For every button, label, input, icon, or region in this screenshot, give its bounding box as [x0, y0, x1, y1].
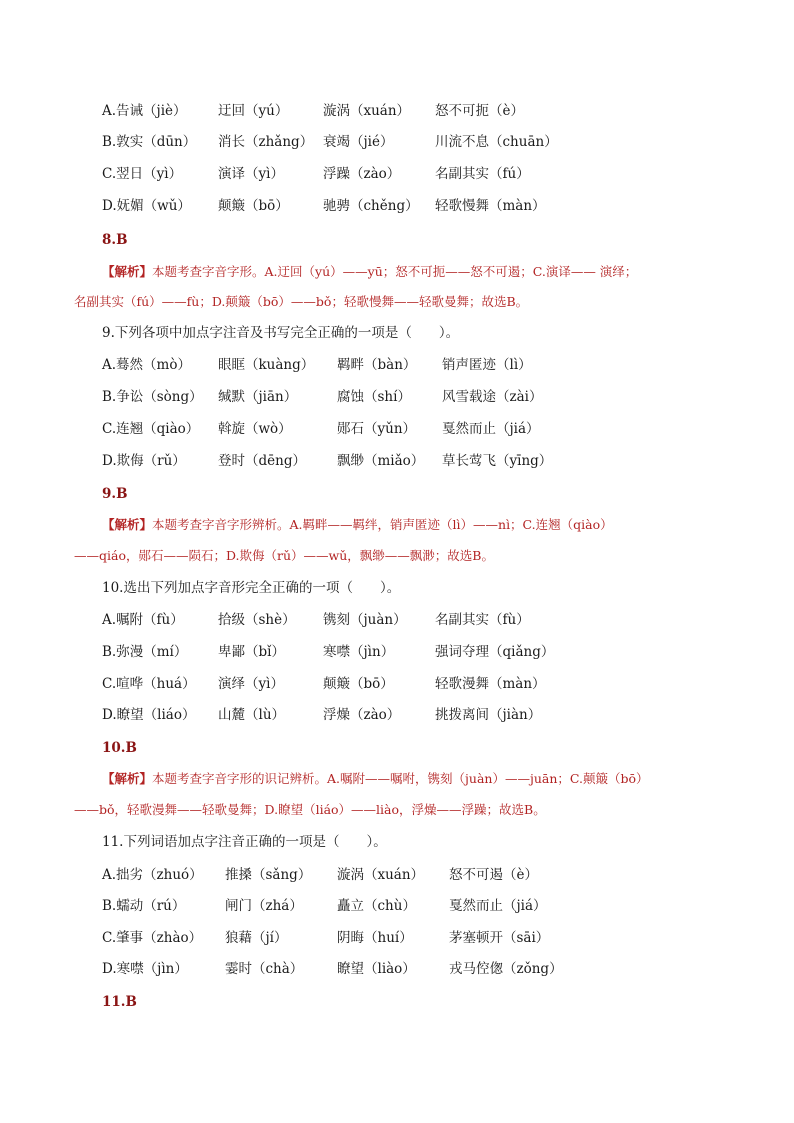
q11-option-b-item1: B.蠕动（rú） — [102, 898, 186, 914]
q11-option-c-item4: 茅塞顿开（sāi） — [449, 930, 550, 946]
q8-option-c-item4: 名副其实（fú） — [435, 166, 530, 182]
q11-option-a-item1: A.拙劣（zhuó） — [102, 867, 203, 883]
analysis-tag: 【解析】 — [102, 517, 153, 532]
q11-answer: 11.B — [102, 994, 137, 1010]
q9-option-a-item2: 眼眶（kuàng） — [218, 357, 315, 373]
q9-option-d-item2: 登时（dēng） — [218, 453, 306, 469]
q11-option-d-item2: 霎时（chà） — [225, 961, 304, 977]
q8-option-d-label: D.妩媚（wǔ） — [102, 198, 191, 214]
q11-option-b-item3: 矗立（chù） — [337, 898, 416, 914]
q10-option-a-item1: A.嘱附（fù） — [102, 612, 184, 628]
q9-answer: 9.B — [102, 486, 128, 502]
q9-option-a-item4: 销声匿迹（lì） — [442, 357, 532, 373]
q9-option-c-item1: C.连翘（qiào） — [102, 421, 200, 437]
q9-option-a-item1: A.蓦然（mò） — [102, 357, 191, 373]
q10-option-c-item2: 演绎（yì） — [218, 676, 284, 692]
q11-option-d-item1: D.寒噤（jìn） — [102, 961, 188, 977]
q11-option-d-item3: 瞭望（liào） — [337, 961, 416, 977]
q8-option-a-label: A.告诫（jiè） — [102, 103, 187, 119]
q11-option-c-item3: 阴晦（huí） — [337, 930, 413, 946]
q10-option-d-item3: 浮燥（zào） — [323, 707, 401, 723]
q10-option-c-item1: C.喧哗（huá） — [102, 676, 196, 692]
q9-analysis-line2: ——qiáo，郧石——陨石；D.欺侮（rǔ）——wǔ，飘缈——飘渺；故选B。 — [74, 548, 494, 563]
q8-option-b-item4: 川流不息（chuān） — [435, 134, 558, 150]
q10-option-d-item2: 山麓（lù） — [218, 707, 286, 723]
analysis-tag: 【解析】 — [102, 264, 153, 279]
q8-option-c-label: C.翌日（yì） — [102, 166, 183, 182]
q9-option-b-item3: 腐蚀（shí） — [337, 389, 411, 405]
q8-option-b-item3: 衰竭（jié） — [323, 134, 394, 150]
q11-option-a-item2: 推搡（sǎng） — [225, 867, 312, 883]
q11-option-b-item2: 闸门（zhá） — [225, 898, 303, 914]
q10-option-b-item1: B.弥漫（mí） — [102, 644, 188, 660]
q9-option-c-item2: 斡旋（wò） — [218, 421, 292, 437]
q10-option-d-item1: D.瞭望（liáo） — [102, 707, 196, 723]
q10-option-d-item4: 挑拨离间（jiàn） — [435, 707, 542, 723]
q9-option-d-item1: D.欺侮（rǔ） — [102, 453, 186, 469]
q9-option-b-item2: 缄默（jiān） — [218, 389, 298, 405]
q8-option-d-item3: 驰骋（chěng） — [323, 198, 419, 214]
q10-option-c-item3: 颠簸（bō） — [323, 676, 394, 692]
q9-analysis-line1: 【解析】本题考查字音字形辨析。A.羁畔——羁绊，销声匿迹（lì）——nì；C.连翘（qiào） — [102, 517, 613, 532]
q11-option-c-item1: C.肇事（zhào） — [102, 930, 203, 946]
q9-stem: 9.下列各项中加点字注音及书写完全正确的一项是（ ）。 — [102, 325, 460, 341]
analysis-tag: 【解析】 — [102, 771, 153, 786]
q10-answer: 10.B — [102, 740, 137, 756]
q9-option-b-item4: 风雪载途（zài） — [442, 389, 543, 405]
q10-option-a-item2: 拾级（shè） — [218, 612, 296, 628]
q9-option-d-item3: 飘缈（miǎo） — [337, 453, 425, 469]
q8-option-a-item2: 迂回（yú） — [218, 103, 289, 119]
q8-option-a-item4: 怒不可扼（è） — [435, 103, 524, 119]
q10-option-b-item4: 强词夺理（qiǎng） — [435, 644, 555, 660]
q8-option-c-item2: 演译（yì） — [218, 166, 284, 182]
q11-option-c-item2: 狼藉（jí） — [225, 930, 288, 946]
q8-analysis-line1: 【解析】本题考查字音字形。A.迂回（yú）——yū；怒不可扼——怒不可遏；C.演译—— 演绎； — [102, 264, 638, 279]
q10-option-a-item4: 名副其实（fù） — [435, 612, 530, 628]
q10-analysis-line1: 【解析】本题考查字音字形的识记辨析。A.嘱附——嘱咐，镌刻（juàn）——juān；C.颠簸（bō） — [102, 771, 649, 786]
q10-analysis-line2: ——bǒ，轻歌漫舞——轻歌曼舞；D.瞭望（liáo）——liào，浮燥——浮躁；故选B。 — [74, 802, 546, 817]
q8-analysis-line2: 名副其实（fú）——fù；D.颠簸（bō）——bǒ；轻歌慢舞——轻歌曼舞；故选B。 — [74, 294, 529, 309]
q9-option-c-item4: 戛然而止（jiá） — [442, 421, 540, 437]
q9-option-a-item3: 羁畔（bàn） — [337, 357, 417, 373]
q10-option-c-item4: 轻歌漫舞（màn） — [435, 676, 546, 692]
q11-option-a-item4: 怒不可遏（è） — [449, 867, 538, 883]
q8-answer: 8.B — [102, 232, 128, 248]
q11-option-a-item3: 漩涡（xuán） — [337, 867, 425, 883]
q8-option-c-item3: 浮躁（zào） — [323, 166, 401, 182]
q11-option-d-item4: 戎马倥偬（zǒng） — [449, 961, 563, 977]
q8-option-d-item4: 轻歌慢舞（màn） — [435, 198, 546, 214]
q8-option-d-item2: 颠簸（bō） — [218, 198, 289, 214]
q10-option-b-item3: 寒噤（jìn） — [323, 644, 395, 660]
q10-option-a-item3: 镌刻（juàn） — [323, 612, 407, 628]
q11-stem: 11.下列词语加点字注音正确的一项是（ ）。 — [102, 834, 387, 850]
q8-option-a-item3: 漩涡（xuán） — [323, 103, 411, 119]
q9-option-d-item4: 草长莺飞（yīng） — [442, 453, 553, 469]
q11-option-b-item4: 戛然而止（jiá） — [449, 898, 547, 914]
q10-option-b-item2: 卑鄙（bǐ） — [218, 644, 285, 660]
q8-option-b-item2: 消长（zhǎng） — [218, 134, 314, 150]
q8-option-b-label: B.敦实（dūn） — [102, 134, 197, 150]
q10-stem: 10.选出下列加点字音形完全正确的一项（ ）。 — [102, 580, 401, 596]
q9-option-c-item3: 郧石（yǔn） — [337, 421, 417, 437]
q9-option-b-item1: B.争讼（sòng） — [102, 389, 203, 405]
